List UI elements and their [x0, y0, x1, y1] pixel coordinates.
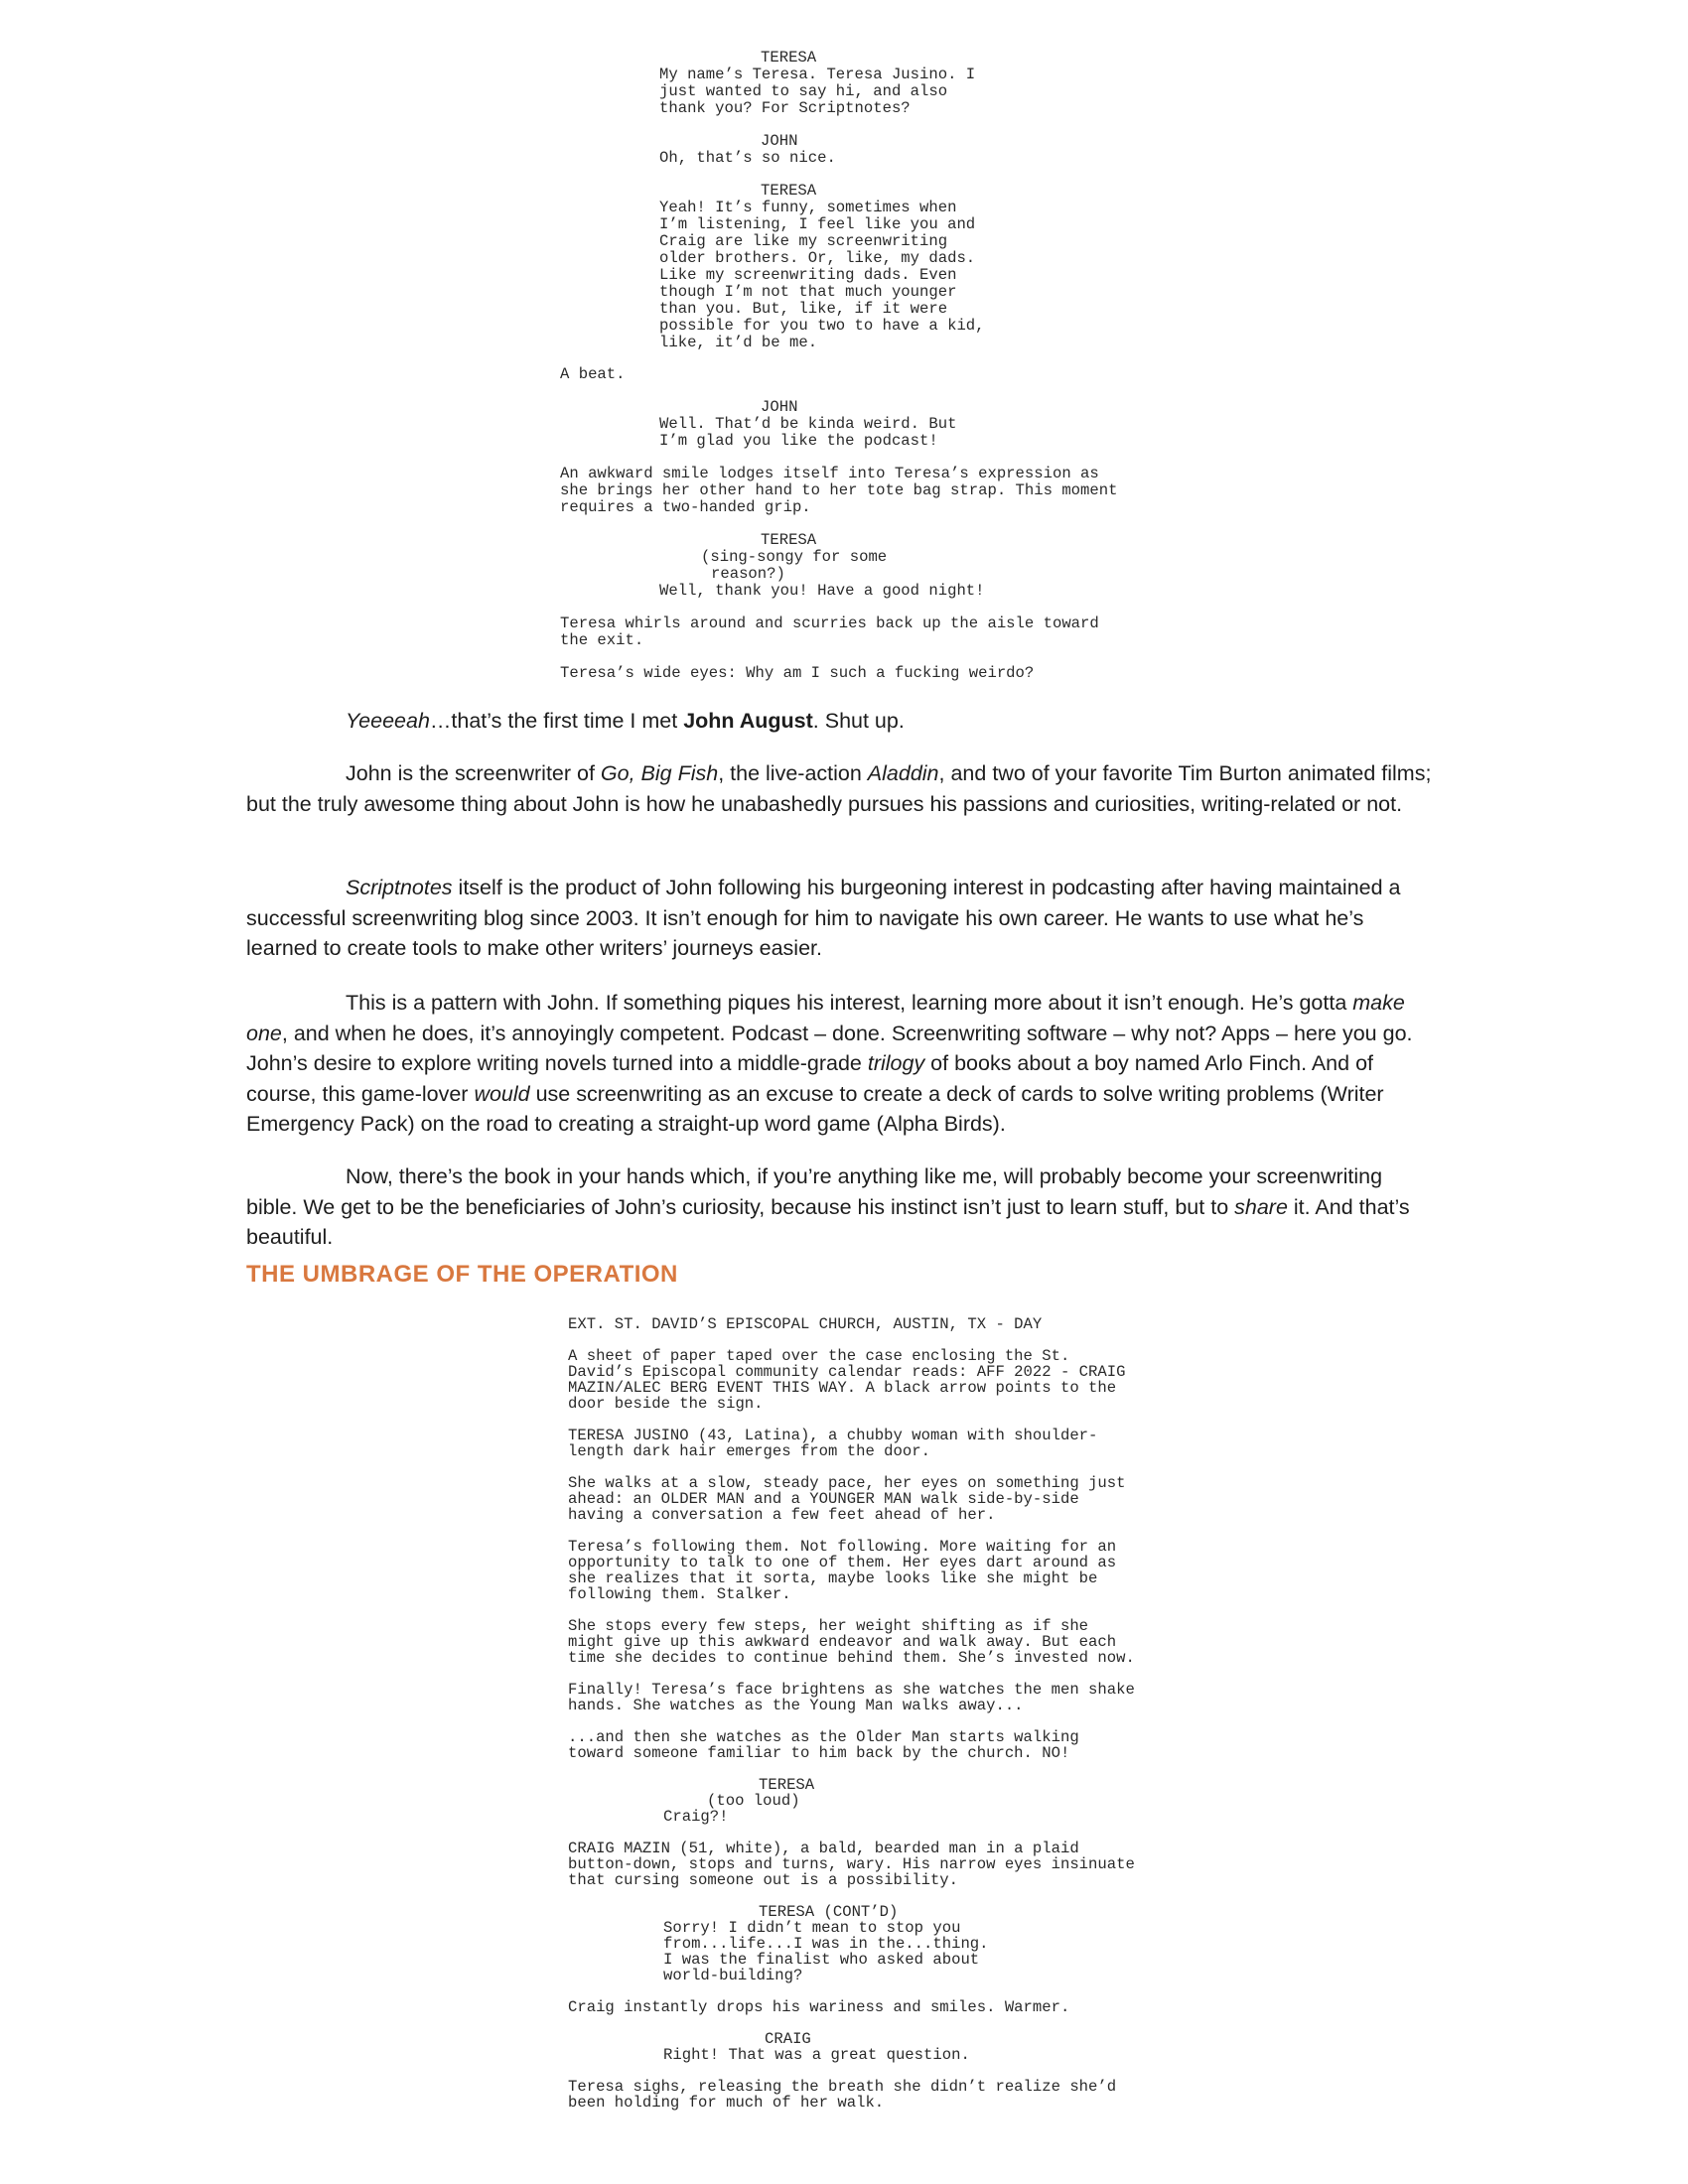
action-line: CRAIG MAZIN (51, white), a bald, bearded man in a plaid	[568, 1840, 1079, 1857]
text: , and two of your favorite Tim Burton animated films; but the truly awesome thing about John is how he unabashedly pursues his passions and curiosities, writing-related or not.	[246, 761, 1432, 816]
action-line: she realizes that it sorta, maybe looks like she might be	[568, 1570, 1098, 1587]
character-cue: CRAIG	[765, 2030, 811, 2048]
character-cue: TERESA	[761, 531, 817, 549]
prose-paragraph-4	[246, 988, 1438, 1140]
text: use screenwriting as an excuse to create a deck of cards to solve writing problems (Writer Emergency Pack) on the road to creating a straight-up word game (Alpha Birds).	[246, 1081, 1384, 1136]
dialogue-line: Like my screenwriting dads. Even	[659, 266, 957, 284]
dialogue-line: I was the finalist who asked about	[663, 1951, 980, 1969]
action-line: been holding for much of her walk.	[568, 2094, 885, 2112]
action-line: the exit.	[560, 631, 644, 649]
action-line: requires a two-handed grip.	[560, 498, 811, 516]
scene-heading: EXT. ST. DAVID’S EPISCOPAL CHURCH, AUSTIN, TX - DAY	[568, 1315, 1043, 1333]
text: , and when he does, it’s annoyingly competent. Podcast – done. Screenwriting software – why not? Apps – here you go. John’s desire to explore writing novels turned into a middle-grade	[246, 1021, 1413, 1075]
dialogue-line: possible for you two to have a kid,	[659, 317, 985, 335]
emphasis: Scriptnotes	[346, 876, 453, 899]
text: itself is the product of John following his burgeoning interest in podcasting after having maintained a successful screenwriting blog since 2003. It isn’t enough for him to navigate his own career. He wants to use what he’s learned to create tools to make other writers’ journeys easier.	[246, 876, 1401, 960]
dialogue-line: Craig are like my screenwriting	[659, 232, 948, 250]
text: of books about a boy named Arlo Finch. And of course, this game-lover	[246, 1051, 1373, 1106]
parenthetical: reason?)	[711, 565, 785, 583]
dialogue-line: like, it’d be me.	[659, 334, 818, 351]
text: …that’s the first time I met	[429, 709, 684, 733]
dialogue-line: just wanted to say hi, and also	[659, 82, 948, 100]
parenthetical: (sing-songy for some	[701, 548, 888, 566]
action-line: An awkward smile lodges itself into Teresa’s expression as	[560, 465, 1099, 482]
text: , the live-action	[718, 761, 868, 785]
action-line: she brings her other hand to her tote bag strap. This moment	[560, 481, 1118, 499]
emphasis: Aladdin	[867, 761, 939, 785]
emphasis: would	[474, 1081, 530, 1106]
action-line: opportunity to talk to one of them. Her eyes dart around as	[568, 1554, 1117, 1571]
parenthetical: (too loud)	[707, 1792, 800, 1810]
dialogue-line: Craig?!	[663, 1808, 729, 1826]
action-line: She walks at a slow, steady pace, her eyes on something just	[568, 1474, 1126, 1492]
dialogue-line: My name’s Teresa. Teresa Jusino. I	[659, 66, 976, 83]
dialogue-line: from...life...I was in the...thing.	[663, 1935, 989, 1953]
action-line: She stops every few steps, her weight shifting as if she	[568, 1617, 1089, 1635]
character-cue: JOHN	[761, 132, 798, 150]
action-line: Teresa sighs, releasing the breath she didn’t realize she’d	[568, 2078, 1117, 2096]
action-line: TERESA JUSINO (43, Latina), a chubby woman with shoulder-	[568, 1427, 1098, 1444]
dialogue-line: older brothers. Or, like, my dads.	[659, 249, 976, 267]
prose-paragraph-1	[246, 706, 1438, 737]
action-line: A beat.	[560, 365, 626, 383]
dialogue-line: Oh, that’s so nice.	[659, 149, 836, 167]
emphasis: trilogy	[867, 1051, 925, 1075]
dialogue-line: Yeah! It’s funny, sometimes when	[659, 199, 957, 216]
dialogue-line: Right! That was a great question.	[663, 2046, 970, 2064]
dialogue-line: thank you? For Scriptnotes?	[659, 99, 911, 117]
action-line: Craig instantly drops his wariness and smiles. Warmer.	[568, 1998, 1070, 2016]
action-line: length dark hair emerges from the door.	[568, 1442, 930, 1460]
dialogue-line: world-building?	[663, 1967, 803, 1984]
text: it. And that’s beautiful.	[246, 1194, 1410, 1249]
action-line: Teresa’s wide eyes: Why am I such a fucking weirdo?	[560, 664, 1035, 682]
character-cue: TERESA (CONT’D)	[759, 1903, 899, 1921]
dialogue-line: Well, thank you! Have a good night!	[659, 582, 985, 600]
action-line: MAZIN/ALEC BERG EVENT THIS WAY. A black arrow points to the	[568, 1379, 1117, 1397]
action-line: button-down, stops and turns, wary. His narrow eyes insinuate	[568, 1855, 1135, 1873]
action-line: door beside the sign.	[568, 1395, 764, 1413]
dialogue-line: Sorry! I didn’t mean to stop you	[663, 1919, 961, 1937]
action-line: hands. She watches as the Young Man walks away...	[568, 1697, 1024, 1714]
dialogue-line: though I’m not that much younger	[659, 283, 957, 301]
emphasis: share	[1234, 1194, 1288, 1219]
prose-paragraph-3	[246, 873, 1438, 964]
action-line: A sheet of paper taped over the case enclosing the St.	[568, 1347, 1070, 1365]
prose-paragraph-2	[246, 758, 1438, 819]
action-line: having a conversation a few feet ahead of her.	[568, 1506, 996, 1524]
action-line: Finally! Teresa’s face brightens as she watches the men shake	[568, 1681, 1135, 1699]
character-cue: TERESA	[761, 182, 817, 200]
action-line: might give up this awkward endeavor and walk away. But each	[568, 1633, 1117, 1651]
character-cue: TERESA	[759, 1776, 815, 1794]
text: John is the screenwriter of	[346, 761, 601, 785]
emphasis: Yeeeeah	[346, 709, 430, 733]
bold-name: John August	[683, 709, 813, 733]
action-line: toward someone familiar to him back by the church. NO!	[568, 1744, 1070, 1762]
action-line: Teresa whirls around and scurries back up the aisle toward	[560, 614, 1099, 632]
action-line: time she decides to continue behind them. She’s invested now.	[568, 1649, 1135, 1667]
action-line: ...and then she watches as the Older Man starts walking	[568, 1728, 1079, 1746]
text: . Shut up.	[812, 709, 905, 733]
text: This is a pattern with John. If something piques his interest, learning more about it isn’t enough. He’s gotta	[346, 991, 1353, 1015]
prose-paragraph-5	[246, 1161, 1438, 1253]
dialogue-line: I’m glad you like the podcast!	[659, 432, 938, 450]
character-cue: TERESA	[761, 49, 817, 67]
action-line: that cursing someone out is a possibility.	[568, 1871, 959, 1889]
character-cue: JOHN	[761, 398, 798, 416]
action-line: Teresa’s following them. Not following. More waiting for an	[568, 1538, 1117, 1556]
dialogue-line: Well. That’d be kinda weird. But	[659, 415, 957, 433]
action-line: David’s Episcopal community calendar reads: AFF 2022 - CRAIG	[568, 1363, 1126, 1381]
section-heading: THE UMBRAGE OF THE OPERATION	[246, 1261, 678, 1288]
emphasis: make one	[246, 991, 1405, 1045]
text: Now, there’s the book in your hands which, if you’re anything like me, will probably become your screenwriting bible. We get to be the beneficiaries of John’s curiosity, because his instinct isn’t just to learn stuff, but to	[246, 1164, 1383, 1219]
dialogue-line: I’m listening, I feel like you and	[659, 215, 976, 233]
dialogue-line: than you. But, like, if it were	[659, 300, 948, 318]
emphasis: Go, Big Fish	[600, 761, 719, 785]
action-line: ahead: an OLDER MAN and a YOUNGER MAN walk side-by-side	[568, 1490, 1079, 1508]
action-line: following them. Stalker.	[568, 1585, 791, 1603]
